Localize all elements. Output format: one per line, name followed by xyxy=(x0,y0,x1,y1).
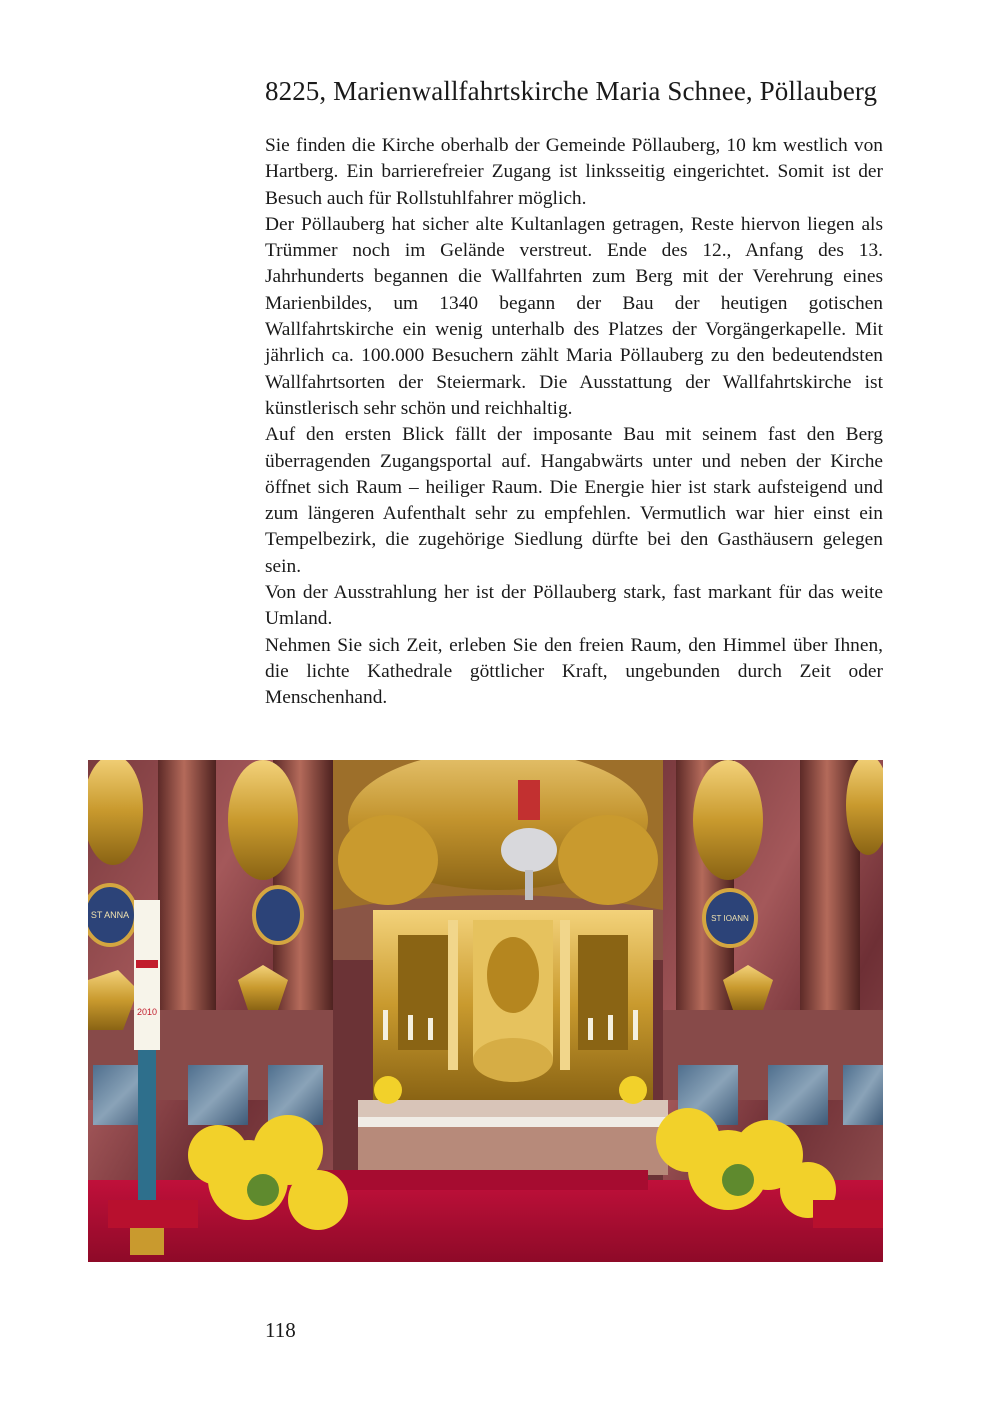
paragraph: Sie finden die Kirche oberhalb der Gemeinde Pöllauberg, 10 km westlich von Hartberg. Ein barrierefreier Zugang ist linksseitig eingerichtet. Somit ist der Besuch auch für Rollstuhlfahrer möglich. xyxy=(265,135,883,209)
paragraph: Nehmen Sie sich Zeit, erleben Sie den freien Raum, den Himmel über Ihnen, die lichte Kathedrale göttlicher Kraft, ungebunden durch Zeit oder Menschenhand. xyxy=(265,634,883,709)
altar-photo xyxy=(88,760,883,1262)
page-title: 8225, Marienwallfahrtskirche Maria Schnee, Pöllauberg xyxy=(265,76,878,106)
page-number: 118 xyxy=(265,1318,296,1342)
paragraph: Der Pöllauberg hat sicher alte Kultanlagen getragen, Reste hiervon liegen als Trümmer noch im Gelände verstreut. Ende des 12., Anfang des 13. Jahrhunderts begannen die Wallfahrten zum Berg mit der Verehrung eines Marienbildes, um 1340 begann der Bau der heutigen gotischen Wallfahrtskirche ein wenig unterhalb des Platzes der Vorgängerkapelle. Mit jährlich ca. 100.000 Besuchern zählt Maria Pöllauberg zu den bedeutendsten Wallfahrtsorten der Steiermark. Die Ausstattung der Wallfahrtskirche ist künstlerisch sehr schön und reichhaltig. xyxy=(265,213,883,419)
paragraph: Von der Ausstrahlung her ist der Pöllauberg stark, fast markant für das weite Umland. xyxy=(265,582,883,630)
body-text xyxy=(265,133,883,712)
candle-year: 2010 xyxy=(136,1007,158,1017)
paragraph: Auf den ersten Blick fällt der imposante Bau mit seinem fast den Berg überragenden Zugangsportal auf. Hangabwärts unter und neben der Kirche öffnet sich Raum – heiliger Raum. Die Energie hier ist stark aufsteigend und zum längeren Aufenthalt sehr zu empfehlen. Vermutlich war hier einst ein Tempelbezirk, die zugehörige Siedlung dürfte bei den Gasthäusern gelegen sein. xyxy=(265,424,883,577)
plaque-inscription: ST IOANN xyxy=(711,914,749,923)
altar-illustration xyxy=(88,760,883,1262)
plaque-inscription: ST ANNA xyxy=(90,910,130,920)
